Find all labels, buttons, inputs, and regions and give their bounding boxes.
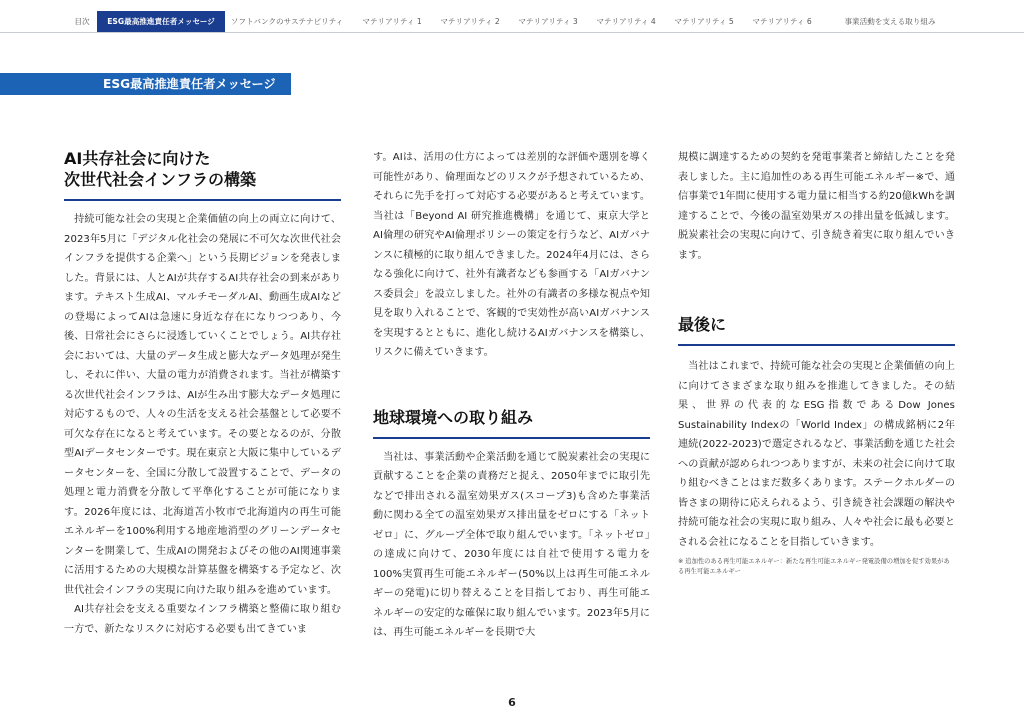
- nav-item-esg-message[interactable]: ESG最高推進責任者メッセージ: [97, 11, 225, 32]
- footnote: ※ 追加性のある再生可能エネルギー：新たな再生可能エネルギー発電設備の増加を促す効果がある再生可能エネルギー: [678, 558, 950, 575]
- section-banner: [0, 73, 291, 95]
- heading-underline: [678, 344, 955, 346]
- section1-heading: [64, 148, 341, 190]
- section1-heading-line1: AI共存社会に向けた: [64, 149, 211, 168]
- column-2: [373, 148, 650, 643]
- section1-paragraph-2-continued: す。AIは、活用の仕方によっては差別的な評価や選別を導く可能性があり、倫理面などのリスクが予想されているため、それらに先手を打って対応する必要があると考えています。当社は「Beyond AI 研究推進機構」を通じて、東京大学とAI倫理の研究やAI倫理ポリシーの策定を行うなど、AIガバナンスに積極的に取り組んできました。2024年4月には、さらなる強化に向けて、社外有識者なども参画する「AIガバナンス委員会」を設立しました。社外の有識者の多様な視点や知見を取り入れることで、客観的で実効性が高いAIガバナンスを実現するとともに、進化し続けるAIガバナンスを構築し、リスクに備えていきます。: [373, 152, 650, 358]
- heading-underline: [64, 199, 341, 201]
- nav-item-materiality-6[interactable]: マテリアリティ 6: [752, 17, 812, 26]
- section2-heading: 地球環境への取り組み: [373, 407, 534, 427]
- nav-item-materiality-4[interactable]: マテリアリティ 4: [596, 17, 656, 26]
- section1-paragraph-1: 持続可能な社会の実現と企業価値の向上の両立に向けて、2023年5月に「デジタル化社会の発展に不可欠な次世代社会インフラを提供する企業へ」という長期ビジョンを発表しました。背景には、人とAIが共存するAI共存社会の到来があります。テキスト生成AI、マルチモーダルAI、動画生成AIなどの登場によってAIは急速に身近な存在になりつつあり、今後、日常社会にさらに浸透していくことでしょう。AI共存社会においては、大量のデータ生成と膨大なデータ処理が発生し、それに伴い、大量の電力が消費されます。当社が構築する次世代社会インフラは、AIが生み出す膨大なデータ処理に対応するもので、人々の生活を支える社会基盤として必要不可欠な存在になると考えています。その要となるのが、分散型AIデータセンターです。現在東京と大阪に集中しているデータセンターを、全国に分散して設置することで、データの処理と電力消費を分散して平準化することが可能になります。2026年度には、北海道苫小牧市で北海道内の再生可能エネルギーを100%利用する地産地消型のグリーンデータセンターを開業して、生成AIの開発およびその他のAI関連事業に活用するための大規模な計算基盤を構築する予定など、次世代社会インフラの実現に向けた取り組みを進めています。: [64, 214, 341, 596]
- section2-paragraph-1: 当社は、事業活動や企業活動を通じて脱炭素社会の実現に貢献することを企業の責務だと捉え、2050年までに取引先などで排出される温室効果ガス(スコープ3)も含めた事業活動に関わる全ての温室効果ガス排出量をゼロにする「ネットゼロ」に、グループ全体で取り組んでいます。「ネットゼロ」の達成に向けて、2030年度には自社で使用する電力を100%実質再生可能エネルギー(50%以上は再生可能エネルギーの発電)に切り替えることを目指しており、再生可能エネルギーの安定的な確保に取り組んでいます。2023年5月には、再生可能エネルギーを長期で大: [373, 451, 650, 638]
- section1-heading-line2: 次世代社会インフラの構築: [64, 170, 257, 189]
- column-1: [64, 148, 341, 639]
- nav-item-sustainability[interactable]: ソフトバンクのサステナビリティ: [230, 17, 344, 26]
- section2-paragraph-1-continued: 規模に調達するための契約を発電事業者と締結したことを発表しました。主に追加性のある再生可能エネルギー※で、通信事業で1年間に使用する電力量に相当する約20億kWhを調達することで、今後の温室効果ガスの排出量を低減します。脱炭素社会の実現に向けて、引き続き着実に取り組んでいきます。: [678, 152, 955, 261]
- column-3: [678, 148, 955, 577]
- heading-underline: [373, 437, 650, 439]
- nav-item-materiality-5[interactable]: マテリアリティ 5: [674, 17, 734, 26]
- nav-item-materiality-2[interactable]: マテリアリティ 2: [440, 17, 500, 26]
- section3-paragraph-1: 当社はこれまで、持続可能な社会の実現と企業価値の向上に向けてさまざまな取り組みを推進してきました。その結果、世界の代表的なESG指数であるDow Jones Sustainability Indexの「World Index」の構成銘柄に2年連続(2022-2023)で選定されるなど、事業活動を通じた社会への貢献が認められつつありますが、未来の社会に向けて取り組むべきことはまだ数多くあります。ステークホルダーの皆さまの期待に応えられるよう、引き続き社会課題の解決や持続可能な社会の実現に取り組み、人々や社会に最も必要とされる会社になることを目指していきます。: [678, 361, 955, 548]
- nav-item-contents[interactable]: 目次: [74, 17, 90, 26]
- nav-item-materiality-1[interactable]: マテリアリティ 1: [362, 17, 422, 26]
- page-title: ESG最高推進責任者メッセージ: [103, 77, 276, 91]
- nav-item-materiality-3[interactable]: マテリアリティ 3: [518, 17, 578, 26]
- section1-paragraph-2: AI共存社会を支える重要なインフラ構築と整備に取り組む一方で、新たなリスクに対応する必要も出てきていま: [64, 604, 341, 635]
- page-number: 6: [508, 696, 516, 709]
- top-navigation: [0, 0, 1024, 33]
- section3-heading: 最後に: [678, 315, 727, 334]
- nav-item-supporting-initiatives[interactable]: 事業活動を支える取り組み: [844, 17, 936, 26]
